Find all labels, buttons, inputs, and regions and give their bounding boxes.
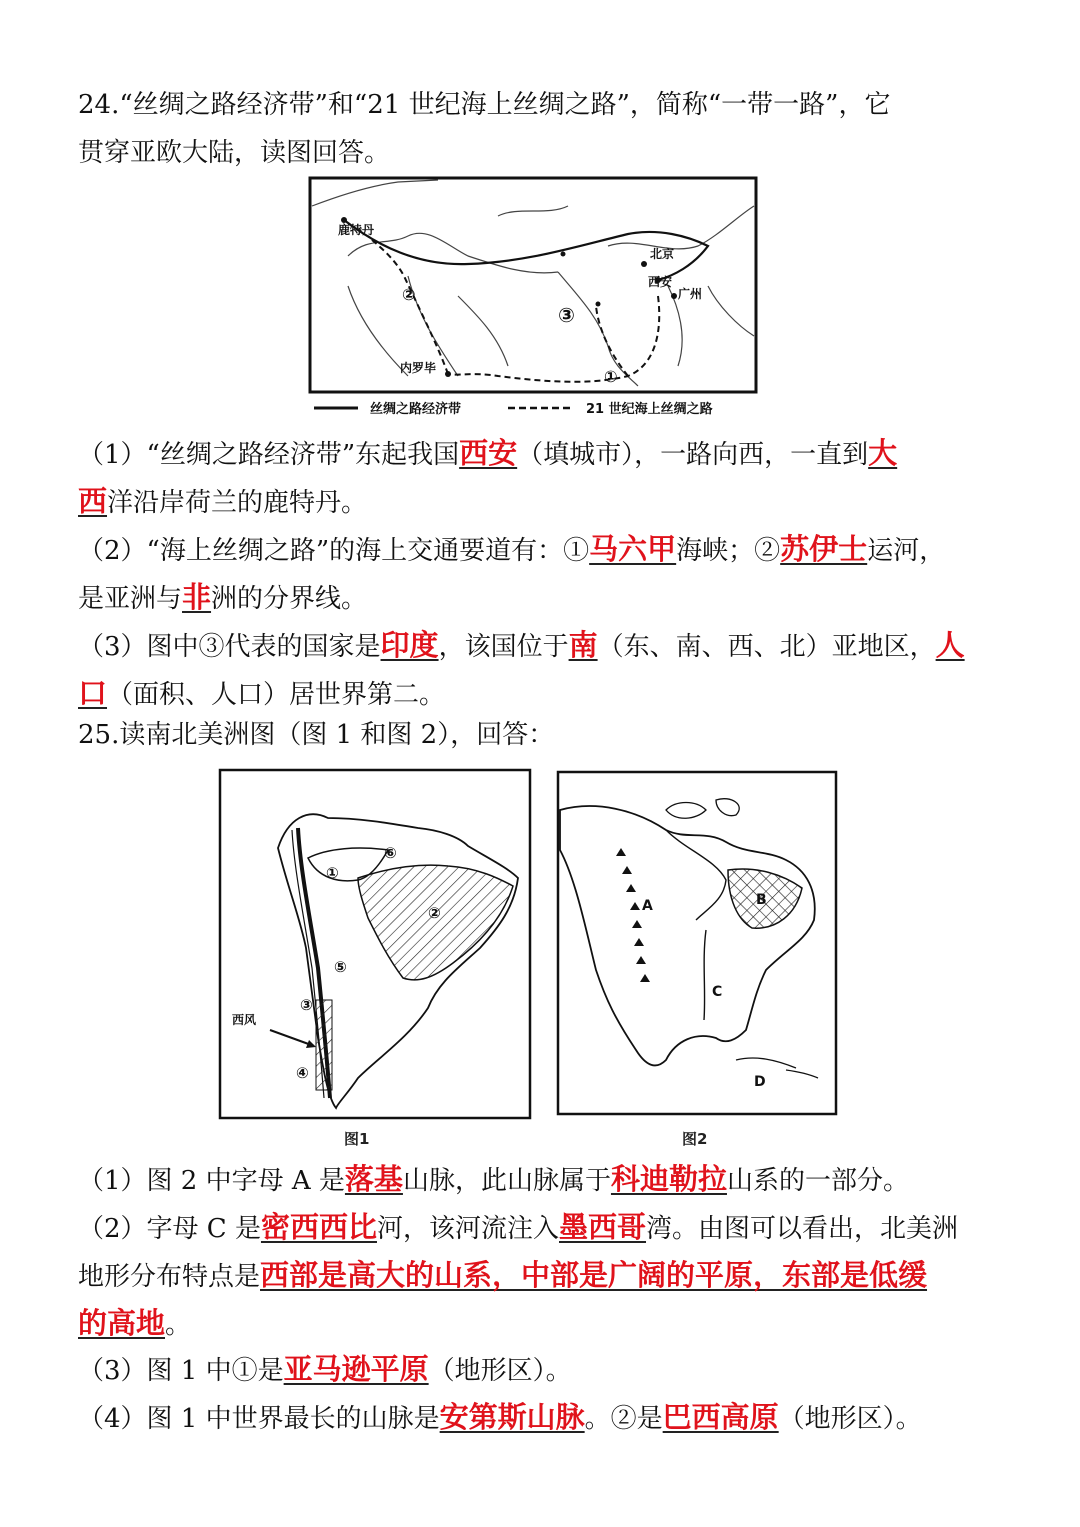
letter-d: D: [754, 1074, 766, 1090]
q24-p2-line2: 是亚洲与非洲的分界线。: [78, 580, 368, 614]
marker-4: ④: [296, 1064, 309, 1082]
q25-p2-line2: 地形分布特点是西部是高大的山系，中部是广阔的平原，东部是低缓: [78, 1258, 928, 1292]
answer-rocky: 落基: [344, 1162, 403, 1196]
q24-p1-line1: （1）“丝绸之路经济带”东起我国西安（填城市），一路向西，一直到大: [78, 436, 898, 470]
q24-p3-line1: （3）图中③代表的国家是印度，该国位于南（东、南、西、北）亚地区，人: [78, 628, 965, 662]
marker-6: ⑥: [384, 844, 397, 862]
answer-suez: 苏伊士: [780, 532, 868, 566]
q25-stem: 25.读南北美洲图（图 1 和图 2），回答：: [78, 720, 555, 750]
q25-p4: （4）图 1 中世界最长的山脉是安第斯山脉。②是巴西高原（地形区）。: [78, 1400, 922, 1434]
label-xian: 西安: [648, 275, 673, 289]
answer-atlantic-part2: 西: [78, 484, 108, 518]
q24-p2-line1: （2）“海上丝绸之路”的海上交通要道有：①马六甲海峡；②苏伊士运河，: [78, 532, 946, 566]
wind-label: 西风: [232, 1013, 257, 1027]
answer-terrain-part1: 西部是高大的山系，中部是广阔的平原，东部是低缓: [260, 1258, 928, 1292]
marker-2: ②: [402, 285, 416, 304]
q25-p1: （1）图 2 中字母 A 是落基山脉，此山脉属于科迪勒拉山系的一部分。: [78, 1162, 909, 1196]
answer-terrain-part2: 的高地: [78, 1306, 166, 1340]
north-america-map: [556, 770, 838, 1116]
marker-1: ①: [326, 864, 339, 882]
label-nairobi: 内罗毕: [400, 361, 437, 375]
q24-p1-line2: 西洋沿岸荷兰的鹿特丹。: [78, 484, 368, 518]
answer-india: 印度: [380, 628, 439, 662]
q25-p2-line3: 的高地。: [78, 1306, 192, 1340]
answer-andes: 安第斯山脉: [439, 1400, 585, 1434]
answer-africa: 非: [182, 580, 212, 614]
answer-brazil-plateau: 巴西高原: [662, 1400, 779, 1434]
answer-mississippi: 密西西比: [260, 1210, 377, 1244]
q24-stem-line1: 24.“丝绸之路经济带”和“21 世纪海上丝绸之路”，简称“一带一路”，它: [78, 90, 891, 120]
q24-stem-line2: 贯穿亚欧大陆，读图回答。: [78, 138, 391, 168]
answer-cordillera: 科迪勒拉: [610, 1162, 727, 1196]
letter-a: A: [642, 898, 653, 914]
fig1-caption: 图1: [344, 1130, 370, 1148]
marker-3: ③: [558, 303, 575, 327]
answer-atlantic-part1: 大: [868, 436, 898, 470]
marker-3: ③: [300, 996, 313, 1014]
q24-p3-line2: 口（面积、人口）居世界第二。: [78, 676, 446, 710]
letter-b: B: [756, 892, 767, 908]
marker-5: ⑤: [334, 958, 347, 976]
answer-malacca: 马六甲: [589, 532, 677, 566]
answer-population-part1: 人: [935, 628, 965, 662]
answer-mexico: 墨西哥: [559, 1210, 647, 1244]
legend-dashed-label: 21 世纪海上丝绸之路: [586, 402, 713, 417]
fig2-caption: 图2: [682, 1130, 708, 1148]
south-america-map: [218, 768, 532, 1120]
q25-p2-line1: （2）字母 C 是密西西比河，该河流注入墨西哥湾。由图可以看出，北美洲: [78, 1210, 959, 1244]
label-rotterdam: 鹿特丹: [338, 223, 375, 237]
label-guangzhou: 广州: [678, 287, 703, 301]
marker-1: ①: [604, 367, 618, 386]
answer-population-part2: 口: [78, 676, 108, 710]
q25-p3: （3）图 1 中①是亚马逊平原（地形区）。: [78, 1352, 572, 1386]
legend-solid-label: 丝绸之路经济带: [370, 402, 462, 417]
marker-2: ②: [428, 904, 441, 922]
letter-c: C: [712, 984, 723, 1000]
answer-xian: 西安: [459, 436, 518, 470]
label-beijing: 北京: [650, 247, 675, 261]
belt-road-map: [308, 176, 760, 422]
answer-south: 南: [568, 628, 598, 662]
answer-amazon: 亚马逊平原: [283, 1352, 429, 1386]
